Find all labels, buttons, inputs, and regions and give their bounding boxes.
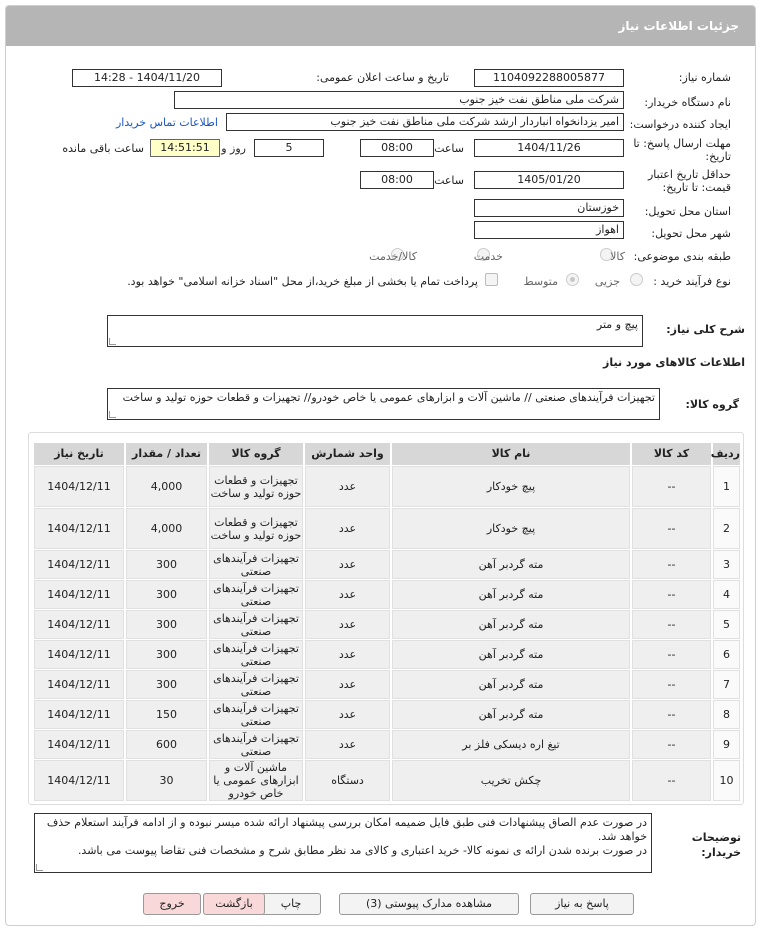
summary-label: شرح کلی نیاز: (666, 323, 745, 336)
remaining-timer: 14:51:51 (150, 139, 220, 157)
table-cell-row: 8 (713, 700, 740, 729)
table-cell-row: 2 (713, 508, 740, 549)
table-cell-date: 1404/12/11 (34, 550, 124, 579)
category-option-goods: کالا (610, 250, 625, 263)
back-button[interactable]: بازگشت (203, 893, 265, 915)
days-field[interactable]: 5 (254, 139, 324, 157)
table-cell-qty: 30 (126, 760, 207, 801)
table-row (29, 580, 745, 610)
table-cell-name: مته گردبر آهن (392, 550, 630, 579)
announce-label: تاریخ و ساعت اعلان عمومی: (316, 71, 449, 84)
requester-field[interactable]: امیر یزدانخواه انباردار ارشد شرکت ملی مناطق نفت خیز جنوب (226, 113, 624, 131)
table-cell-qty: 300 (126, 640, 207, 669)
column-header: واحد شمارش (305, 443, 390, 465)
table-cell-date: 1404/12/11 (34, 670, 124, 699)
table-cell-name: تیغ اره دیسکی فلز بر (392, 730, 630, 759)
table-cell-date: 1404/12/11 (34, 610, 124, 639)
validity-label: حداقل تاریخ اعتبار (647, 168, 731, 181)
table-cell-unit: عدد (305, 700, 390, 729)
goods-group-textarea[interactable] (107, 388, 660, 420)
table-cell-code: -- (632, 730, 711, 759)
resize-grip-icon[interactable] (109, 411, 116, 418)
buyer-org-field[interactable]: شرکت ملی مناطق نفت خیز جنوب (174, 91, 624, 109)
validity-time-label: ساعت (434, 174, 464, 187)
city-field[interactable]: اهواز (474, 221, 624, 239)
table-cell-qty: 4,000 (126, 466, 207, 507)
table-cell-group: تجهیزات و قطعات حوزه تولید و ساخت (209, 466, 303, 507)
table-cell-date: 1404/12/11 (34, 580, 124, 609)
table-cell-row: 3 (713, 550, 740, 579)
table-row (29, 730, 745, 760)
table-cell-date: 1404/12/11 (34, 760, 124, 801)
table-cell-date: 1404/12/11 (34, 730, 124, 759)
table-row (29, 550, 745, 580)
table-cell-name: مته گردبر آهن (392, 640, 630, 669)
table-cell-unit: عدد (305, 466, 390, 507)
goods-group-label: گروه کالا: (685, 398, 739, 411)
table-cell-unit: عدد (305, 610, 390, 639)
table-cell-qty: 300 (126, 610, 207, 639)
table-cell-code: -- (632, 550, 711, 579)
notes-label-buyer: خریدار: (701, 846, 741, 859)
deadline-time-label: ساعت (434, 142, 464, 155)
process-option-medium: متوسط (523, 275, 558, 288)
page-title: جزئیات اطلاعات نیاز (618, 19, 739, 33)
table-cell-row: 6 (713, 640, 740, 669)
category-label: طبقه بندی موضوعی: (633, 250, 731, 263)
buyer-org-label: نام دستگاه خریدار: (644, 96, 731, 109)
process-radio-minor[interactable] (630, 273, 643, 286)
table-cell-row: 5 (713, 610, 740, 639)
table-cell-code: -- (632, 760, 711, 801)
province-field[interactable]: خوزستان (474, 199, 624, 217)
treasury-checkbox[interactable] (485, 273, 498, 286)
deadline-date-field[interactable]: 1404/11/26 (474, 139, 624, 157)
table-cell-unit: دستگاه (305, 760, 390, 801)
validity-date-field[interactable]: 1405/01/20 (474, 171, 624, 189)
table-row (29, 610, 745, 640)
table-cell-qty: 300 (126, 670, 207, 699)
table-cell-qty: 300 (126, 550, 207, 579)
table-cell-name: مته گردبر آهن (392, 580, 630, 609)
need-number-label: شماره نیاز: (678, 71, 731, 84)
table-cell-row: 9 (713, 730, 740, 759)
table-cell-code: -- (632, 610, 711, 639)
summary-text: پیچ و متر (596, 318, 638, 331)
column-header: کد کالا (632, 443, 711, 465)
process-label: نوع فرآیند خرید : (653, 275, 731, 288)
table-cell-qty: 4,000 (126, 508, 207, 549)
table-row (29, 700, 745, 730)
table-cell-code: -- (632, 580, 711, 609)
province-label: استان محل تحویل: (644, 205, 731, 218)
announce-field[interactable]: 1404/11/20 - 14:28 (72, 69, 222, 87)
table-cell-code: -- (632, 700, 711, 729)
category-option-service: خدمت (473, 250, 503, 263)
goods-section-title: اطلاعات کالاهای مورد نیاز (603, 356, 745, 369)
reply-button[interactable]: پاسخ به نیاز (530, 893, 634, 915)
category-option-both: کالا/خدمت (369, 250, 417, 263)
table-cell-date: 1404/12/11 (34, 508, 124, 549)
table-cell-unit: عدد (305, 640, 390, 669)
table-cell-code: -- (632, 670, 711, 699)
process-radio-medium[interactable] (566, 273, 579, 286)
validity-time-field[interactable]: 08:00 (360, 171, 434, 189)
table-cell-unit: عدد (305, 730, 390, 759)
exit-button[interactable]: خروج (143, 893, 201, 915)
table-cell-code: -- (632, 508, 711, 549)
need-number-field[interactable]: 1104092288005877 (474, 69, 624, 87)
table-row (29, 466, 745, 508)
table-cell-group: تجهیزات فرآیندهای صنعتی (209, 730, 303, 759)
column-header: تعداد / مقدار (126, 443, 207, 465)
table-cell-qty: 600 (126, 730, 207, 759)
table-cell-name: مته گردبر آهن (392, 700, 630, 729)
process-option-minor: جزیی (594, 275, 620, 288)
table-cell-name: مته گردبر آهن (392, 610, 630, 639)
days-label: روز و (221, 142, 246, 155)
notes-line-2: در صورت برنده شدن ارائه ی نمونه کالا- خرید اعتباری و کالای مد نظر مطابق شرح و مشخصات فنی تقاضا پیوست می باشد. (77, 844, 647, 857)
table-row (29, 760, 745, 802)
resize-grip-icon[interactable] (109, 338, 116, 345)
table-cell-row: 4 (713, 580, 740, 609)
table-cell-group: تجهیزات فرآیندهای صنعتی (209, 670, 303, 699)
table-cell-qty: 150 (126, 700, 207, 729)
goods-group-text: تجهیزات فرآیندهای صنعتی // ماشین آلات و ابزارهای عمومی یا خاص خودرو// تجهیزات و قطعات حوزه تولید و ساخت (122, 391, 655, 404)
column-header: تاریخ نیاز (34, 443, 124, 465)
table-cell-name: چکش تخریب (392, 760, 630, 801)
deadline-time-field[interactable]: 08:00 (360, 139, 434, 157)
column-header: نام کالا (392, 443, 630, 465)
goods-table (28, 432, 744, 805)
deadline-label: مهلت ارسال پاسخ: تا (633, 137, 731, 150)
summary-textarea[interactable] (107, 315, 643, 347)
table-cell-group: تجهیزات فرآیندهای صنعتی (209, 610, 303, 639)
table-cell-unit: عدد (305, 580, 390, 609)
column-header: ردیف (713, 443, 740, 465)
page-header (6, 6, 755, 46)
table-cell-group: تجهیزات فرآیندهای صنعتی (209, 700, 303, 729)
deadline-label-date: تاریخ: (705, 150, 731, 163)
table-cell-qty: 300 (126, 580, 207, 609)
table-cell-group: تجهیزات فرآیندهای صنعتی (209, 580, 303, 609)
table-cell-name: پیچ خودکار (392, 508, 630, 549)
table-cell-name: پیچ خودکار (392, 466, 630, 507)
table-cell-date: 1404/12/11 (34, 700, 124, 729)
resize-grip-icon[interactable] (36, 864, 43, 871)
table-cell-date: 1404/12/11 (34, 640, 124, 669)
table-row (29, 508, 745, 550)
table-cell-row: 1 (713, 466, 740, 507)
notes-line-1: در صورت عدم الصاق پیشنهادات فنی طبق فایل ضمیمه امکان بررسی پیشنهاد ارائه شده میسر نبوده و از ادامه فرآیند استعلام حذف خواهد شد. (46, 816, 647, 843)
table-row (29, 670, 745, 700)
remaining-label: ساعت باقی مانده (62, 142, 144, 155)
buyer-contact-link[interactable]: اطلاعات تماس خریدار (116, 116, 218, 129)
table-cell-row: 10 (713, 760, 740, 801)
city-label: شهر محل تحویل: (651, 227, 731, 240)
table-cell-code: -- (632, 466, 711, 507)
table-cell-group: تجهیزات و قطعات حوزه تولید و ساخت (209, 508, 303, 549)
table-cell-row: 7 (713, 670, 740, 699)
notes-label: توضیحات (691, 831, 741, 844)
table-cell-unit: عدد (305, 670, 390, 699)
validity-label-date: قیمت: تا تاریخ: (662, 181, 731, 194)
notes-textarea[interactable] (34, 813, 652, 873)
table-cell-date: 1404/12/11 (34, 466, 124, 507)
treasury-note: پرداخت تمام یا بخشی از مبلغ خرید،از محل "اسناد خزانه اسلامی" خواهد بود. (127, 275, 478, 288)
table-cell-group: ماشین آلات و ابزارهای عمومی یا خاص خودرو (209, 760, 303, 801)
table-row (29, 640, 745, 670)
table-cell-unit: عدد (305, 550, 390, 579)
requester-label: ایجاد کننده درخواست: (629, 118, 731, 131)
table-cell-group: تجهیزات فرآیندهای صنعتی (209, 550, 303, 579)
column-header: گروه کالا (209, 443, 303, 465)
view-attachments-button[interactable]: مشاهده مدارک پیوستی (3) (339, 893, 519, 915)
table-cell-code: -- (632, 640, 711, 669)
table-cell-unit: عدد (305, 508, 390, 549)
table-cell-group: تجهیزات فرآیندهای صنعتی (209, 640, 303, 669)
table-cell-name: مته گردبر آهن (392, 670, 630, 699)
print-button[interactable]: چاپ (261, 893, 321, 915)
